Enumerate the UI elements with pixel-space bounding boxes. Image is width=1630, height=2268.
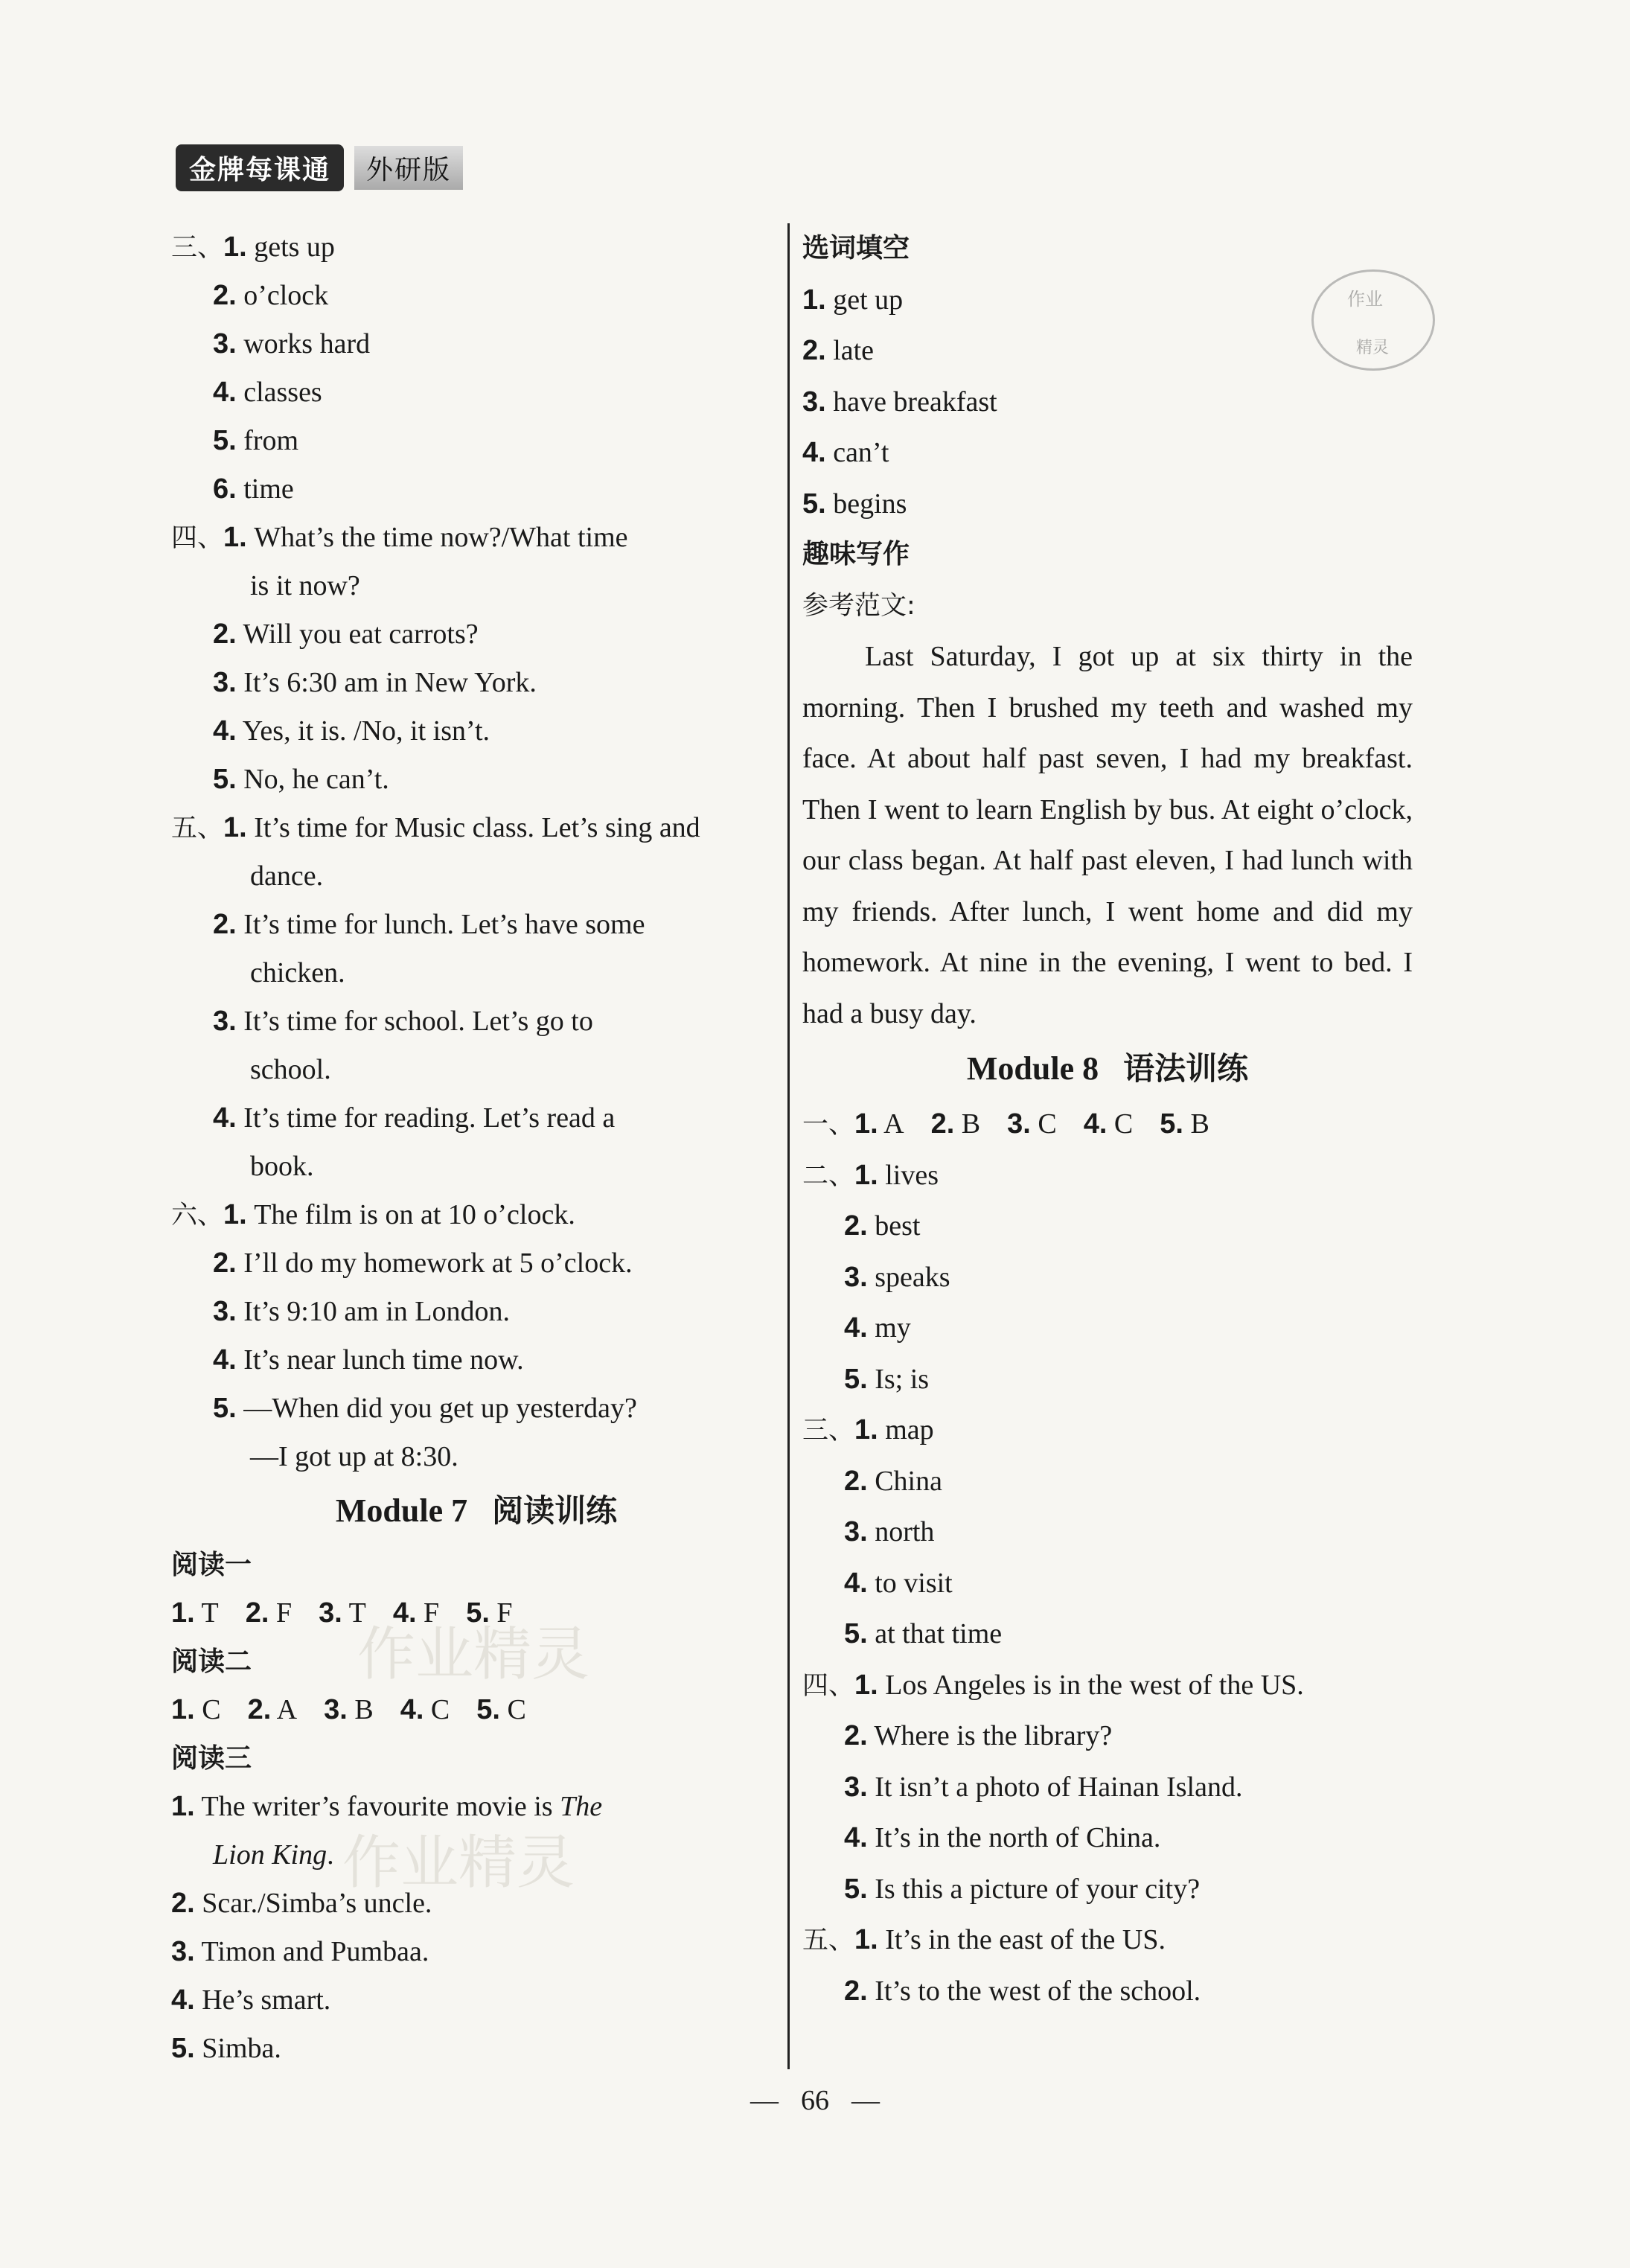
answer-line: 5. Is; is — [844, 1363, 930, 1395]
answer-line: 3. speaks — [844, 1261, 950, 1293]
answer-line: 2. Where is the library? — [844, 1720, 1113, 1751]
answer-line-cont: Lion King. — [213, 1839, 334, 1871]
answer-line: 2. Will you eat carrots? — [213, 619, 479, 650]
watermark: 作业精灵 — [357, 1621, 590, 1688]
column-divider — [787, 223, 790, 2069]
answer-line: 5. Simba. — [171, 2033, 281, 2064]
stamp-logo: 作业 精灵 — [1311, 269, 1431, 383]
answer-line: 3. It’s 9:10 am in London. — [213, 1296, 511, 1327]
answer-line: 5. Is this a picture of your city? — [844, 1873, 1201, 1905]
brand-badge: 金牌每课通 — [176, 144, 344, 191]
answer-line: 5. at that time — [844, 1618, 1003, 1649]
answer-line: 2. China — [844, 1465, 942, 1497]
watermark: 作业精灵 — [342, 1830, 575, 1897]
answer-line: 4. It’s time for reading. Let’s read a — [213, 1102, 616, 1134]
answer-line: 4. my — [844, 1312, 911, 1344]
right-column — [802, 223, 1413, 2016]
answer-line: 三、1. gets up — [171, 231, 335, 263]
answer-line: 2. o’clock — [213, 280, 329, 311]
answer-line: 3. works hard — [213, 328, 371, 360]
answer-line-cont: chicken. — [250, 957, 345, 988]
section-label: 趣味写作 — [802, 539, 910, 569]
answer-line: 1. The writer’s favourite movie is The — [171, 1791, 603, 1822]
answer-line: 5. No, he can’t. — [213, 764, 389, 795]
answer-row: 1. C 2. A 3. B 4. C 5. C — [171, 1694, 526, 1725]
answer-line-cont: book. — [250, 1151, 314, 1182]
answer-line-cont: dance. — [250, 860, 324, 892]
answer-row: 一、1. A 2. B 3. C 4. C 5. B — [802, 1108, 1209, 1140]
answer-line-cont: school. — [250, 1054, 331, 1085]
answer-line: 四、1. What’s the time now?/What time — [171, 522, 628, 553]
answer-line: 5. begins — [802, 488, 907, 520]
answer-line: 3. north — [844, 1516, 935, 1547]
book-header — [176, 146, 463, 189]
answer-line: 四、1. Los Angeles is in the west of the US. — [802, 1669, 1304, 1701]
answer-line-cont: —I got up at 8:30. — [250, 1441, 458, 1472]
section-label: 选词填空 — [802, 233, 910, 263]
answer-line: 三、1. map — [802, 1414, 934, 1446]
sample-essay: Last Saturday, I got up at six thirty in the morning. Then I brushed my teeth and washed my face. At about half past seven, I had my breakfast. Then I went to learn English by bus. At eight o’clock, our class began. At half past eleven, I had lunch with my friends. After lunch, I went home and did my homework. At nine in the evening, I went to bed. I had a busy day. — [802, 641, 1413, 1029]
answer-line: 4. He’s smart. — [171, 1984, 331, 2016]
answer-line: 4. It’s in the north of China. — [844, 1822, 1161, 1853]
answer-line: 5. from — [213, 425, 299, 456]
answer-line: 3. have breakfast — [802, 386, 997, 418]
answer-line: 6. time — [213, 473, 294, 505]
answer-line: 4. classes — [213, 377, 322, 408]
answer-line: 2. late — [802, 335, 875, 366]
answer-line: 2. best — [844, 1210, 921, 1242]
answer-line: 二、1. lives — [802, 1159, 939, 1191]
section-label: 阅读一 — [171, 1550, 252, 1580]
section-label: 阅读三 — [171, 1743, 252, 1774]
answer-line: 4. to visit — [844, 1567, 953, 1599]
sample-label: 参考范文: — [802, 590, 915, 621]
module-7-title: Module 7 阅读训练 — [335, 1492, 618, 1529]
answer-row: 1. T 2. F 3. T 4. F 5. F — [171, 1597, 513, 1629]
answer-line: 1. get up — [802, 284, 904, 316]
page-number: — 66 — — [0, 2084, 1630, 2117]
answer-line: 2. Scar./Simba’s uncle. — [171, 1888, 432, 1919]
answer-line: 3. Timon and Pumbaa. — [171, 1936, 429, 1967]
answer-line: 六、1. The film is on at 10 o’clock. — [171, 1199, 575, 1230]
answer-line: 2. It’s to the west of the school. — [844, 1975, 1201, 2007]
answer-line: 3. It isn’t a photo of Hainan Island. — [844, 1771, 1243, 1803]
answer-line: 4. It’s near lunch time now. — [213, 1344, 524, 1376]
answer-line: 3. It’s 6:30 am in New York. — [213, 667, 537, 698]
answer-line: 五、1. It’s time for Music class. Let’s sing and — [171, 812, 700, 843]
answer-line: 2. It’s time for lunch. Let’s have some — [213, 909, 645, 940]
edition-label: 外研版 — [354, 146, 463, 190]
module-8-title: Module 8 语法训练 — [966, 1050, 1249, 1087]
left-column — [171, 223, 782, 2073]
answer-line: 3. It’s time for school. Let’s go to — [213, 1006, 593, 1037]
answer-line-cont: is it now? — [250, 570, 360, 601]
answer-line: 2. I’ll do my homework at 5 o’clock. — [213, 1248, 633, 1279]
answer-line: 4. Yes, it is. /No, it isn’t. — [213, 715, 490, 747]
answer-line: 五、1. It’s in the east of the US. — [802, 1924, 1166, 1955]
answer-line: 4. can’t — [802, 437, 889, 468]
section-label: 阅读二 — [171, 1646, 252, 1677]
answer-line: 5. —When did you get up yesterday? — [213, 1393, 637, 1424]
